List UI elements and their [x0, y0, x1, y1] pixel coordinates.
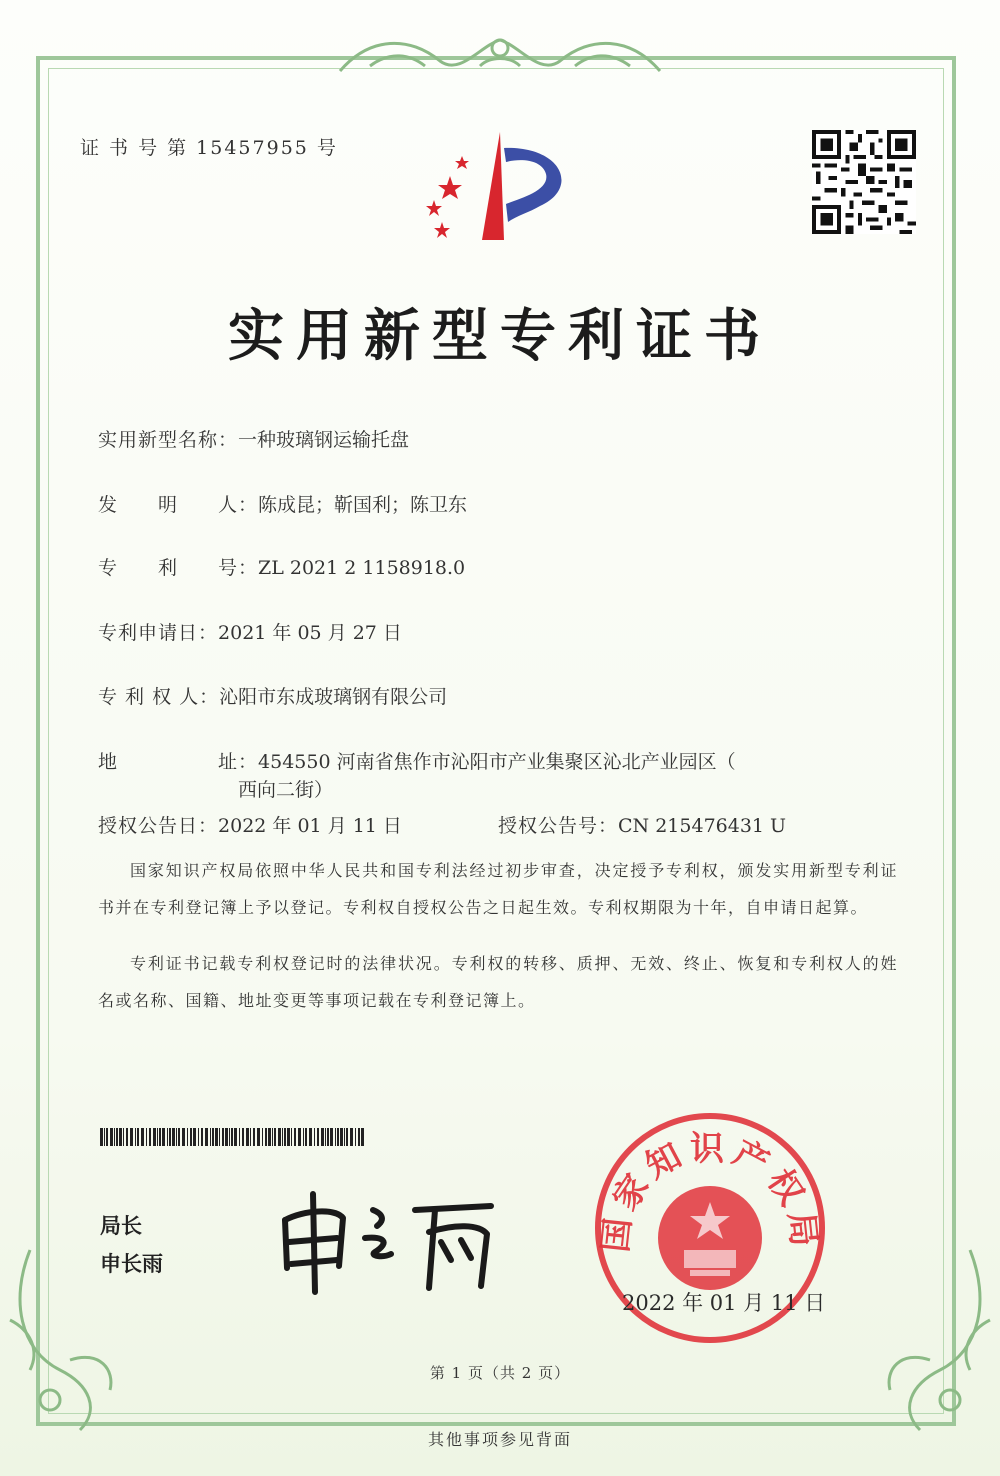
- page-number: 第 1 页（共 2 页）: [429, 1364, 571, 1382]
- patent-office-emblem-icon: [412, 128, 582, 248]
- bottom-right-ornament-icon: [870, 1240, 1000, 1440]
- director-signature-icon: [265, 1180, 505, 1300]
- patent-number-value: ZL 2021 2 1158918.0: [258, 557, 466, 579]
- utility-model-name-row: [98, 425, 409, 452]
- inventor-label: 发 明 人：: [98, 494, 259, 516]
- patentee-value: 沁阳市东成玻璃钢有限公司: [219, 686, 448, 708]
- application-date-label: 专利申请日：: [98, 622, 219, 644]
- certificate-number: 证 书 号 第 15457955 号: [80, 137, 338, 159]
- patent-number-label: 专 利 号：: [98, 557, 259, 579]
- utility-model-name-label: 实用新型名称：: [98, 429, 239, 451]
- grant-number-row: [498, 811, 786, 838]
- director-name: 申长雨: [100, 1252, 163, 1276]
- director-title: 局长: [100, 1214, 142, 1238]
- grant-number-label: 授权公告号：: [498, 815, 619, 837]
- application-date-row: [98, 618, 402, 645]
- address-row: [98, 747, 736, 774]
- inventor-row: [98, 490, 467, 517]
- patentee-label: 专 利 权 人：: [98, 686, 220, 708]
- utility-model-name-value: 一种玻璃钢运输托盘: [238, 429, 410, 451]
- address-value-line1: 454550 河南省焦作市沁阳市产业集聚区沁北产业园区（: [258, 751, 736, 773]
- grant-number-value: CN 215476431 U: [618, 815, 787, 837]
- seal-date: 2022 年 01 月 11 日: [622, 1291, 826, 1315]
- qr-code-icon[interactable]: [812, 130, 916, 234]
- patent-number-row: [98, 553, 465, 580]
- certificate-statement-paragraph-1: 国家知识产权局依照中华人民共和国专利法经过初步审查，决定授予专利权，颁发实用新型专利证书并在专利登记簿上予以登记。专利权自授权公告之日起生效。专利权期限为十年，自申请日起算。: [98, 861, 898, 917]
- grant-date-label: 授权公告日：: [98, 815, 219, 837]
- barcode-icon: [100, 1128, 368, 1146]
- application-date-value: 2021 年 05 月 27 日: [218, 622, 402, 644]
- top-ornament-icon: [330, 26, 670, 86]
- certificate-title: 实用新型专利证书: [228, 303, 772, 369]
- address-value-line2: 西向二街）: [238, 779, 334, 801]
- see-reverse-note: 其他事项参见背面: [427, 1430, 572, 1449]
- grant-date-value: 2022 年 01 月 11 日: [218, 815, 402, 837]
- patentee-row: [98, 682, 447, 709]
- address-label: 地 址：: [98, 751, 259, 773]
- certificate-statement-paragraph-2: 专利证书记载专利权登记时的法律状况。专利权的转移、质押、无效、终止、恢复和专利权人的姓名或名称、国籍、地址变更等事项记载在专利登记簿上。: [98, 954, 898, 1010]
- seal-text: 国家知识产权局: [595, 1129, 825, 1255]
- grant-date-row: [98, 811, 402, 838]
- inventor-value: 陈成昆；靳国利；陈卫东: [258, 494, 468, 516]
